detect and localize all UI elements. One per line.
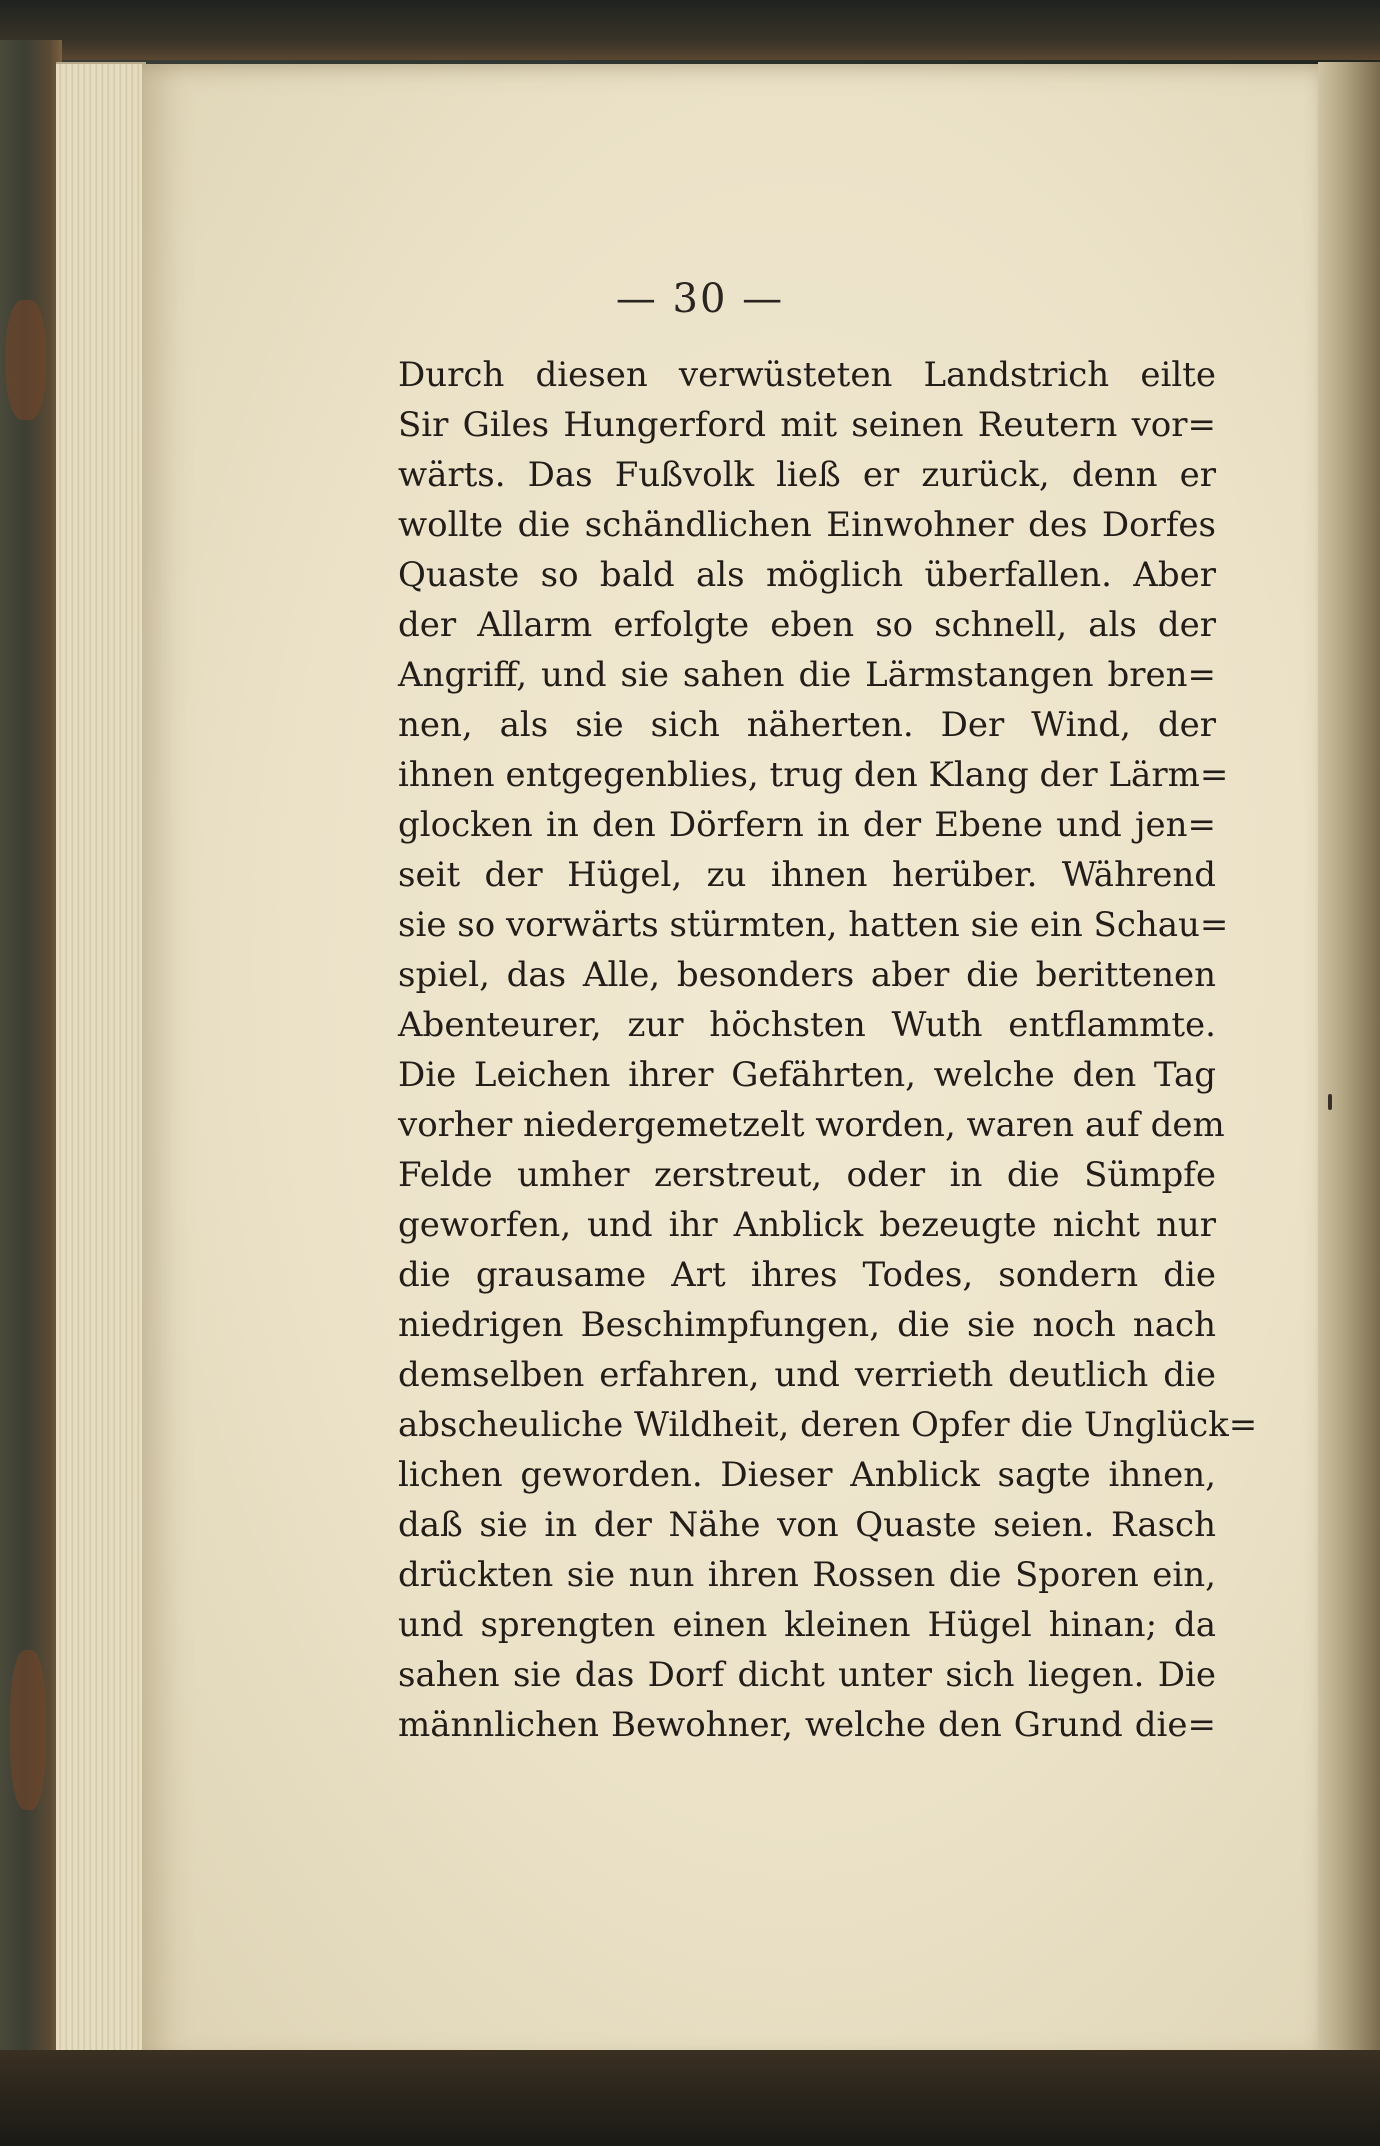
text-line: abscheuliche Wildheit, deren Opfer die Unglück= [398, 1405, 1258, 1445]
page-number: — 30 — [615, 276, 785, 322]
text-line: und sprengten einen kleinen Hügel hinan; da [398, 1605, 1216, 1645]
text-line: drückten sie nun ihren Rossen die Sporen ein, [398, 1555, 1216, 1595]
text-line: niedrigen Beschimpfungen, die sie noch nach [398, 1305, 1216, 1345]
text-line: glocken in den Dörfern in der Ebene und jen= [398, 805, 1216, 845]
text-line: geworfen, und ihr Anblick bezeugte nicht nur [398, 1205, 1216, 1245]
text-line: Durch diesen verwüsteten Landstrich eilte [398, 355, 1216, 395]
page-edges-left [56, 62, 146, 2064]
text-line: männlichen Bewohner, welche den Grund die= [398, 1705, 1216, 1745]
text-line: Die Leichen ihrer Gefährten, welche den Tag [398, 1055, 1216, 1095]
text-line: wärts. Das Fußvolk ließ er zurück, denn er [398, 455, 1216, 495]
text-line: lichen geworden. Dieser Anblick sagte ihnen, [398, 1455, 1216, 1495]
text-line: ihnen entgegenblies, trug den Klang der Lärm= [398, 755, 1229, 795]
page-text [398, 350, 1258, 1750]
text-line: Abenteurer, zur höchsten Wuth entflammte. [398, 1005, 1216, 1045]
text-line: Felde umher zerstreut, oder in die Sümpfe [398, 1155, 1216, 1195]
margin-ink-mark [1328, 1094, 1332, 1110]
leather-wear-mark [6, 300, 46, 420]
text-line: Sir Giles Hungerford mit seinen Reutern vor= [398, 405, 1216, 445]
text-line: vorher niedergemetzelt worden, waren auf dem [398, 1105, 1225, 1145]
text-line: nen, als sie sich näherten. Der Wind, der [398, 705, 1216, 745]
text-line: Angriff, und sie sahen die Lärmstangen bren= [398, 655, 1216, 695]
page-edges-right [1318, 62, 1380, 2062]
text-line: der Allarm erfolgte eben so schnell, als der [398, 605, 1216, 645]
text-line: demselben erfahren, und verrieth deutlich die [398, 1355, 1216, 1395]
text-line: wollte die schändlichen Einwohner des Dorfes [398, 505, 1216, 545]
text-line: sahen sie das Dorf dicht unter sich liegen. Die [398, 1655, 1216, 1695]
text-line: daß sie in der Nähe von Quaste seien. Rasch [398, 1505, 1216, 1545]
text-line: die grausame Art ihres Todes, sondern die [398, 1255, 1216, 1295]
text-line: Quaste so bald als möglich überfallen. Aber [398, 555, 1216, 595]
text-line: sie so vorwärts stürmten, hatten sie ein Schau= [398, 905, 1229, 945]
book-cover-top [0, 0, 1380, 60]
text-line: spiel, das Alle, besonders aber die berittenen [398, 955, 1216, 995]
book-cover-bottom [0, 2050, 1380, 2146]
text-line: seit der Hügel, zu ihnen herüber. Während [398, 855, 1216, 895]
leather-wear-mark [10, 1650, 46, 1810]
